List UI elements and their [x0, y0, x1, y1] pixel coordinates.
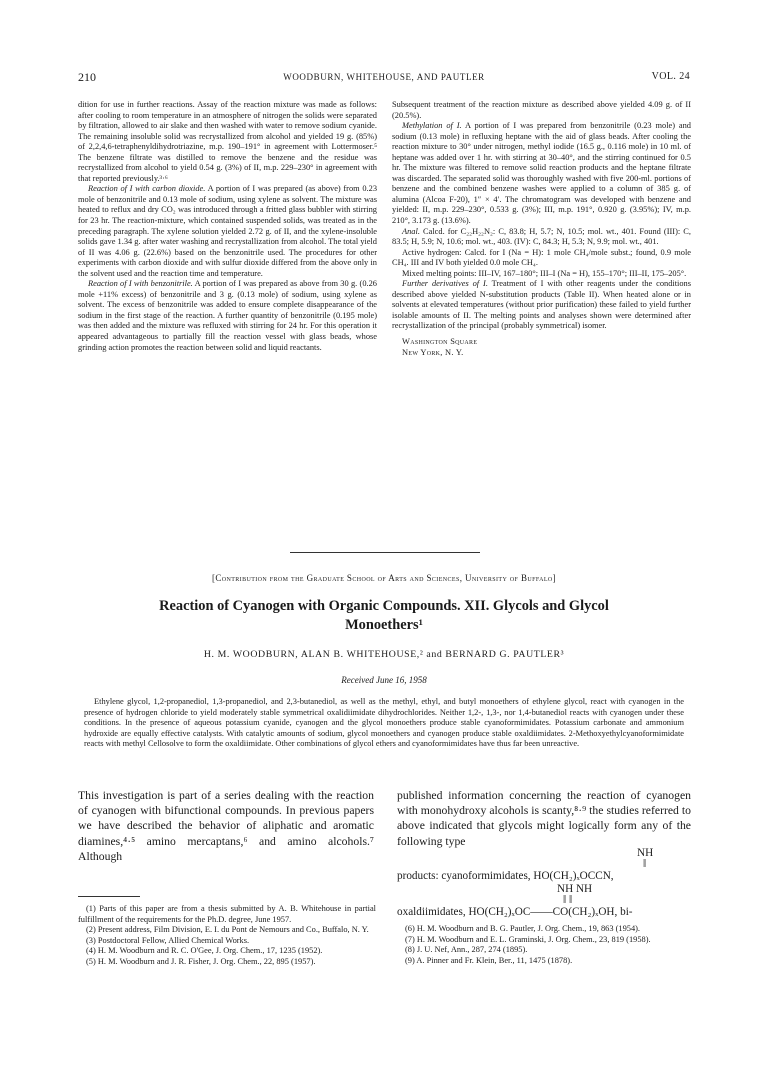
running-head-authors: WOODBURN, WHITEHOUSE, AND PAUTLER — [283, 72, 485, 82]
footnote: (5) H. M. Woodburn and J. R. Fisher, J. Org. Chem., 22, 895 (1957). — [86, 956, 316, 966]
double-bond-marks: ‖ ‖ — [563, 894, 573, 906]
contribution-line: [Contribution from the Graduate School of Arts and Sciences, University of Buffalo] — [211, 573, 557, 583]
paragraph-text: A portion of I was prepared from benzonitrile (0.23 mole) and sodium (0.13 mole) in refluxing heptane with the aid of glass beads. After cooling the reaction mixture to 30° under nitrogen, methyl iodide (16.5 g., 0.116 mole) in 10 ml. of heptane was added over 1 hr. with stirring at 30–40°, and the stirring continued for 0.5 hr. The mixture was filtered to remove solid reaction products and the heptane filtrate was discarded. The separated solid was thoroughly washed with five 200-ml. portions of benzene and the combined benzene washes were applied to a column of 385 g. of alumina (Alcoa F-20), 1″ × 4′. The chromatogram was developed with benzene and yielded: II, m.p. 229–230°, 0.533 g. (3%); III, m.p. 191°, 0.920 g. (3.95%); IV, m.p. 210°, 3.173 g. (13.6%). — [392, 121, 691, 226]
paragraph — [392, 227, 691, 248]
body-paragraph: published information concerning the reaction of cyanogen with monohydroxy alcohols is scanty,⁸·⁹ the studies referred to above indicated that glycols might logically form any of the following type — [397, 789, 691, 848]
paragraph-text: dition for use in further reactions. Assay of the reaction mixture was made as follows: after cooling to room temperature in an atmosphere of nitrogen the solids were separated by filtration, allowed to air slake and then washed with water to remove sodium cyanide. The remaining insoluble solid was recrystallized from alcohol and yielded 19 g. (85%) of 2,2,4,6-tetraphenyldihydrotriazine, m.p. 190–191° in agreement with Lottermoser.⁵ The benzene filtrate was distilled to remove the benzene and the residue was recrystallized from alcohol to yield 0.54 g. (3%) of II, m.p. 229–230° in agreement with that reported previously.³·⁶ — [78, 100, 377, 183]
paragraph — [78, 279, 377, 353]
running-header — [78, 70, 690, 86]
institution-address — [392, 337, 691, 358]
paragraph — [392, 269, 691, 280]
previous-article-left-column — [78, 100, 377, 353]
footnote: (2) Present address, Film Division, E. I. du Pont de Nemours and Co., Buffalo, N. Y. — [86, 925, 369, 935]
paragraph-run-in-heading: Anal. — [402, 226, 420, 236]
paragraph-run-in-heading: Reaction of I with benzonitrile. — [88, 279, 193, 289]
paragraph — [78, 184, 377, 279]
article-title — [78, 597, 690, 635]
volume-label: VOL. 24 — [651, 71, 690, 82]
paragraph — [392, 279, 691, 332]
section-divider — [290, 552, 480, 553]
footnote: (1) Parts of this paper are from a thesis submitted by A. B. Whitehouse in partial fulfillment of the requirements for the Ph.D. degree, June 1957. — [78, 904, 376, 924]
paragraph-run-in-heading: Reaction of I with carbon dioxide. — [88, 184, 206, 194]
paragraph-text: Active hydrogen: Calcd. for I (Na = H): 1 mole CH₄/mole subst.; found, 0.9 mole CH₄. III and IV both yielded 0.0 mole CH₄. — [392, 247, 691, 268]
body-left-column — [78, 788, 374, 864]
paragraph-text: A portion of I was prepared (as above) from 0.23 mole of benzonitrile and 0.13 mole of sodium, using xylene as solvent. The mixture was heated to reflux and dry CO₂ was introduced through a fritted glass bubbler with stirring for 23 hr. The reaction-mixture, which contained suspended solids, was treated as in the preceding paragraph. The xylene solution yielded 2.72 g. of II, and the xylene-insoluble solids gave 1.34 g. after water washing and recrystallization from alcohol. The total yield of II was 4.06 g. (22.6%) based on the benzonitrile used. The procedures for other experiments with carbon dioxide and with sulfur dioxide differed from the above only in the solvent used and the reaction time and temperature. — [78, 184, 378, 278]
body-paragraph: This investigation is part of a series dealing with the reaction of cyanogen with bifunctional compounds. In previous papers we have described the behavior of aliphatic and aromatic diamines,⁴·⁵ amino mercaptans,⁶ and amino alcohols.⁷ Although — [78, 789, 374, 863]
footnote: (6) H. M. Woodburn and B. G. Pautler, J. Org. Chem., 19, 863 (1954). — [405, 924, 641, 933]
paragraph-text: Treatment of I with other reagents under the conditions described above yielded N-substitution products (Table II). When heated alone or in solvents at elevated temperatures (without prior purification) these failed to yield further isolable amounts of II. The melting points and analyses shown were determined after recrystallization of the principal (probably symmetrical) isomer. — [392, 279, 691, 331]
double-bond-mark: ‖ — [643, 858, 647, 870]
footnote: (9) A. Pinner and Fr. Klein, Ber., 11, 1475 (1878). — [405, 955, 573, 965]
oxaldiimidate-line: oxaldiimidates, HO(CH₂)ₓOC——CO(CH₂)ₓOH, bi- — [397, 906, 633, 918]
title-line-2: Monoethers¹ — [345, 617, 423, 633]
footnote: (7) H. M. Woodburn and E. L. Graminski, J. Org. Chem., 23, 819 (1958). — [405, 934, 651, 944]
address-line-2: New York, N. Y. — [402, 347, 464, 357]
footnotes-left — [78, 904, 376, 967]
paragraph — [392, 121, 691, 226]
paragraph — [78, 100, 377, 184]
paragraph-text: Calcd. for C₂₂H₂₂N₂: C, 83.8; H, 5.7; N, 10.5; mol. wt., 401. Found (III): C, 83.5; H, 5.9; N, 10.6; mol. wt., 403. (IV): C, 84.3; H, 5.3; N, 9.9; mol. wt., 401. — [392, 226, 691, 247]
imino-group-labels: NH NH — [557, 883, 593, 895]
imino-group-label: NH — [637, 847, 654, 859]
author-byline: H. M. WOODBURN, ALAN B. WHITEHOUSE,² and BERNARD G. PAUTLER³ — [203, 649, 565, 660]
paragraph — [392, 248, 691, 269]
body-right-column — [397, 788, 691, 849]
paragraph-run-in-heading: Methylation of I. — [402, 121, 462, 131]
page-number: 210 — [78, 70, 96, 84]
paragraph-run-in-heading: Further derivatives of I. — [402, 279, 488, 289]
article-abstract: Ethylene glycol, 1,2-propanediol, 1,3-propanediol, and 2,3-butanediol, as well as the methyl, ethyl, and butyl monoethers of ethylene glycol, react with cyanogen in the presence of hydrogen chloride to yield moderately stable symmetrical oxalidiimidate dihydrochlorides. Neither 1,2-, 1,3-, nor 1,4-butanediol reacts with cyanogen under these conditions. In the presence of aqueous potassium cyanide, cyanogen and the glycol monoethers produce stable cyanoformimidates. Potassium carbonate and ammonium hydroxide are equally effective catalysts. With catalytic amounts of sodium, glycol monoethers and cyanogen produce stable oxaldiimidates. 2-Methoxyethylcyanoformimidate reacts with methyl Cellosolve to form the oxaldiimidate. Other combinations of glycol ethers and cyanoformimidates have thus far been unreactive. — [84, 697, 684, 749]
footnote: (8) J. U. Nef, Ann., 287, 274 (1895). — [405, 945, 528, 955]
footnote: (3) Postdoctoral Fellow, Allied Chemical Works. — [86, 935, 250, 945]
address-line-1: Washington Square — [402, 337, 478, 347]
previous-article-right-column — [392, 100, 691, 358]
chemical-formulas — [397, 847, 691, 922]
footnote-divider — [78, 896, 140, 897]
title-line-1: Reaction of Cyanogen with Organic Compounds. XII. Glycols and Glycol — [159, 598, 609, 614]
footnotes-right — [397, 924, 691, 966]
received-date: Received June 16, 1958 — [341, 675, 427, 685]
paragraph-text: Subsequent treatment of the reaction mixture as described above yielded 4.09 g. of II (20.5%). — [392, 100, 691, 120]
paragraph-text: A portion of I was prepared as above from 30 g. (0.26 mole +11% excess) of benzonitrile and 3 g. (0.13 mole) of sodium, using xylene as solvent. The excess of benzonitrile was added to ensure complete disappearance of the sodium in the first stage of the reaction. A further quantity of benzonitrile (0.195 mole) was then added and the mixture was refluxed with stirring for 24 hr. For this operation it appeared advantageous to partially fill the reaction vessel with glass beads, whose grinding action promotes the reaction between solid and liquid reactants. — [78, 279, 377, 352]
footnote: (4) H. M. Woodburn and R. C. O'Gee, J. Org. Chem., 17, 1235 (1952). — [86, 946, 323, 956]
cyanoformimidate-line: products: cyanoformimidates, HO(CH₂)ₓOCCN, — [397, 870, 614, 882]
paragraph-text: Mixed melting points: III–IV, 167–180°; III–I (Na = H), 155–170°; III–II, 175–205°. — [402, 268, 687, 278]
paragraph — [392, 100, 691, 121]
